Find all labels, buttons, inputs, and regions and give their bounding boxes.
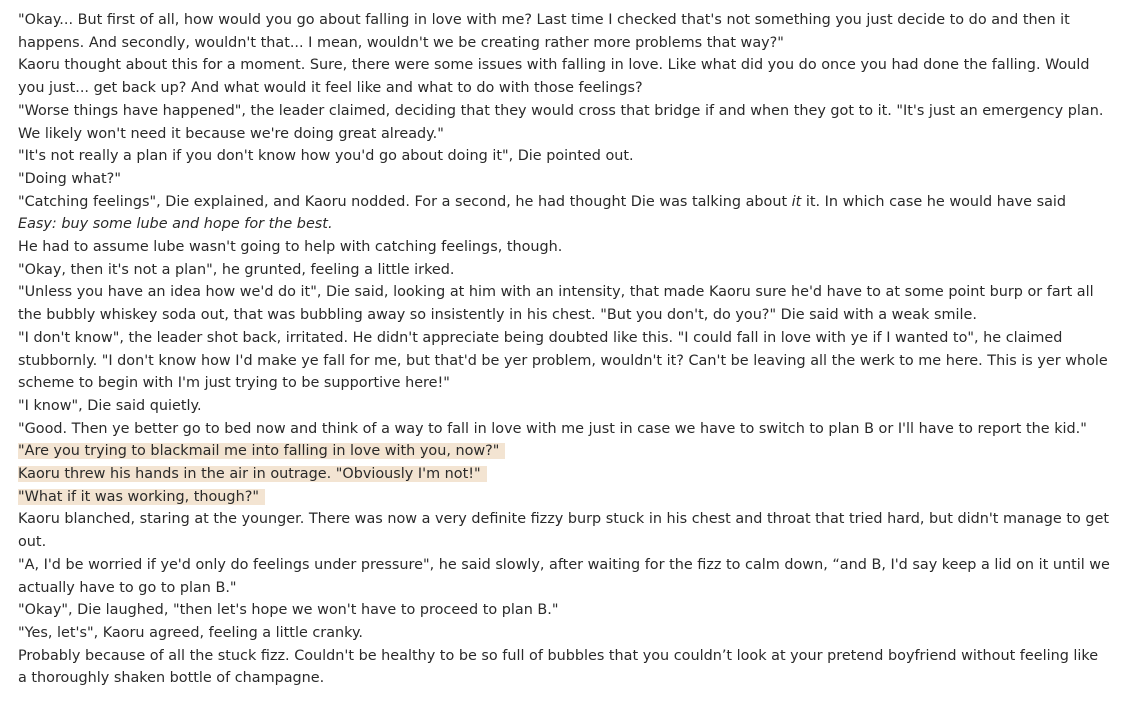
paragraph-6-part-2: it. In which case he would have said (801, 193, 1067, 210)
paragraph-7: He had to assume lube wasn't going to help with catching feelings, though. (18, 239, 563, 256)
highlight-span-1: "Are you trying to blackmail me into falling in love with you, now?" (18, 443, 505, 459)
paragraph-4: "It's not really a plan if you don't know how you'd go about doing it", Die pointed out. (18, 148, 634, 165)
paragraph-16: Kaoru blanched, staring at the younger. There was now a very definite fizzy burp stuck in his chest and throat that tried hard, but didn't manage to get out. (18, 511, 1110, 551)
paragraph-9: "Unless you have an idea how we'd do it", Die said, looking at him with an intensity, that made Kaoru sure he'd have to at some point burp or fart all the bubbly whiskey soda out, that was bubbling away so insistently in his chest. "But you don't, do you?" Die said with a weak smile. (18, 284, 1094, 324)
paragraph-6-italic-it: it (791, 193, 802, 210)
paragraph-6-italic-line: Easy: buy some lube and hope for the best. (18, 216, 333, 233)
paragraph-6-part-1: "Catching feelings", Die explained, and Kaoru nodded. For a second, he had thought Die was talking about (18, 193, 792, 210)
paragraph-12: "Good. Then ye better go to bed now and think of a way to fall in love with me just in case we have to switch to plan B or I'll have to report the kid." (18, 420, 1087, 437)
paragraph-6 (18, 191, 1110, 236)
paragraph-3: "Worse things have happened", the leader claimed, deciding that they would cross that bridge if and when they got to it. "It's just an emergency plan. We likely won't need it because we're doing great already." (18, 102, 1104, 142)
paragraph-2: Kaoru thought about this for a moment. Sure, there were some issues with falling in love. Like what did you do once you had done the falling. Would you just... get back up? And what would it feel like and what to do with those feelings? (18, 57, 1090, 97)
paragraph-1: "Okay... But first of all, how would you go about falling in love with me? Last time I checked that's not something you just decide to do and then it happens. And secondly, wouldn't that... I mean, wouldn't we be creating rather more problems that way?" (18, 12, 1070, 51)
highlight-span-2: Kaoru threw his hands in the air in outrage. "Obviously I'm not!" (18, 466, 487, 482)
highlighted-line-2 (18, 463, 1110, 486)
paragraph-5: "Doing what?" (18, 170, 121, 187)
paragraph-10: "I don't know", the leader shot back, irritated. He didn't appreciate being doubted like this. "I could fall in love with ye if I wanted to", he claimed stubbornly. "I don't know how I'd make ye fall for me, but that'd be yer problem, wouldn't it? Can't be leaving all the werk to me here. This is yer whole scheme to begin with I'm just trying to be supportive here!" (18, 329, 1108, 392)
paragraph-17: "A, I'd be worried if ye'd only do feelings under pressure", he said slowly, after waiting for the fizz to calm down, “and B, I'd say keep a lid on it until we actually have to go to plan B." (18, 556, 1110, 596)
paragraph-8: "Okay, then it's not a plan", he grunted, feeling a little irked. (18, 261, 455, 278)
highlighted-line-3 (18, 486, 1110, 509)
highlighted-line-1 (18, 440, 1110, 463)
paragraph-19: "Yes, let's", Kaoru agreed, feeling a little cranky. (18, 624, 363, 641)
highlight-span-3: "What if it was working, though?" (18, 489, 265, 505)
paragraph-18: "Okay", Die laughed, "then let's hope we won't have to proceed to plan B." (18, 602, 559, 619)
paragraph-11: "I know", Die said quietly. (18, 397, 202, 414)
paragraph-20: Probably because of all the stuck fizz. Couldn't be healthy to be so full of bubbles that you couldn’t look at your pretend boyfriend without feeling like a thoroughly shaken bottle of champagne. (18, 647, 1099, 687)
